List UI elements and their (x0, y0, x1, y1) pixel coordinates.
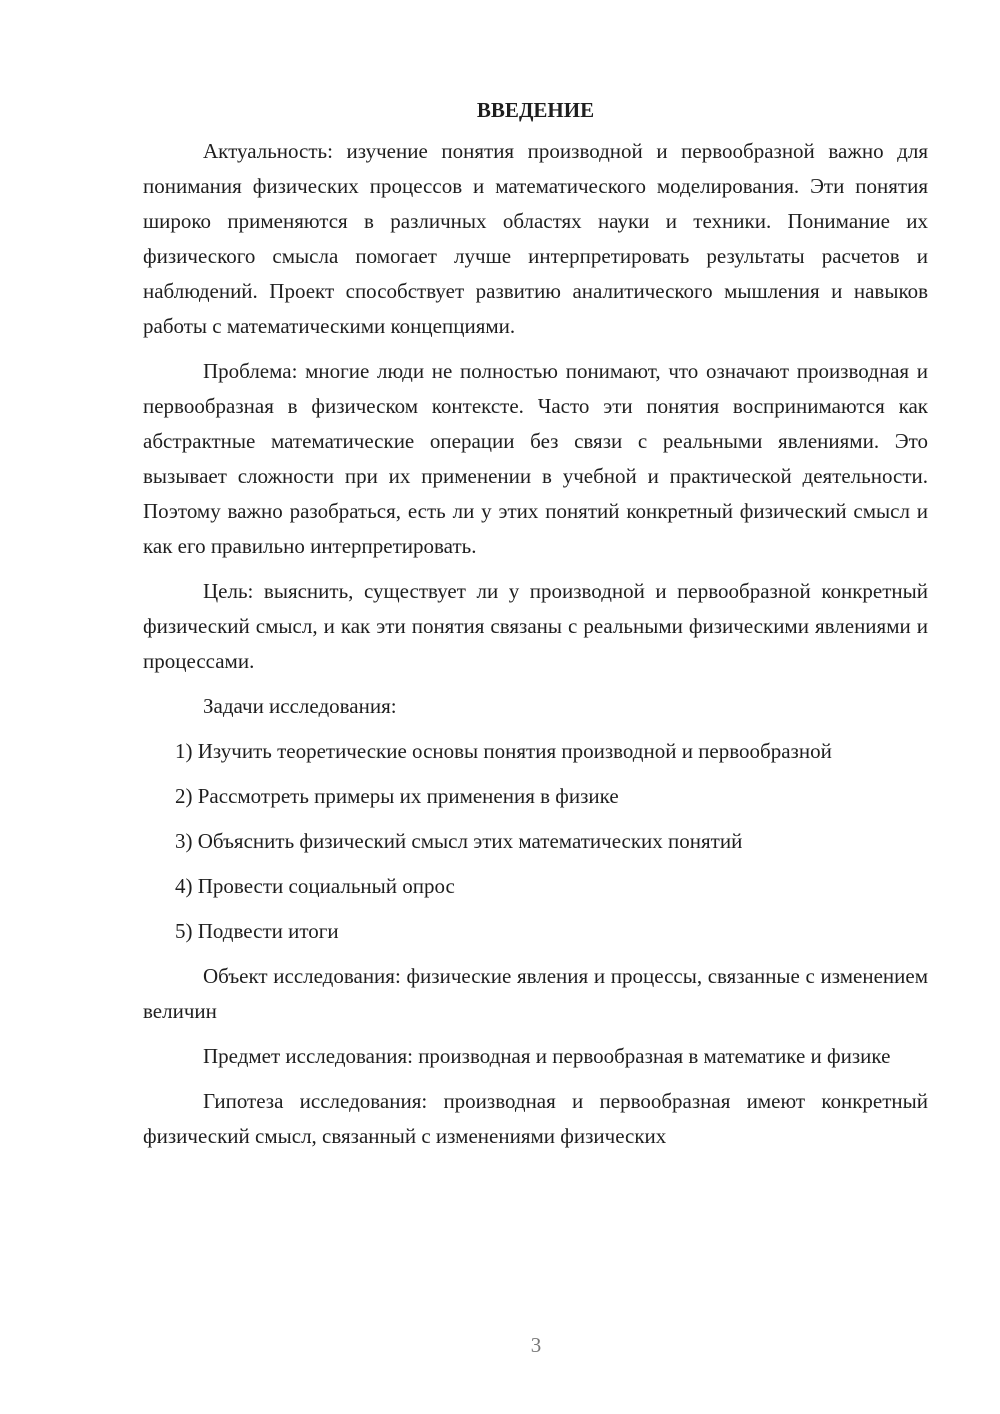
relevance-paragraph: Актуальность: изучение понятия производной и первообразной важно для понимания физических процессов и математического моделирования. Эти понятия широко применяются в различных областях науки и техники. Понимание их физического смысла помогает лучше интерпретировать результаты расчетов и наблюдений. Проект способствует развитию аналитического мышления и навыков работы с математическими концепциями. (143, 139, 928, 338)
task-item-5: 5) Подвести итоги (175, 919, 339, 943)
task-item-4: 4) Провести социальный опрос (175, 874, 455, 898)
task-item-1: 1) Изучить теоретические основы понятия производной и первообразной (175, 739, 832, 763)
page-number: 3 (530, 1333, 542, 1357)
tasks-title: Задачи исследования: (203, 694, 397, 718)
goal-paragraph: Цель: выяснить, существует ли у производной и первообразной конкретный физический смысл, и как эти понятия связаны с реальными физическими явлениями и процессами. (143, 579, 928, 673)
object-paragraph: Объект исследования: физические явления и процессы, связанные с изменением величин (143, 964, 928, 1023)
document-body (143, 93, 928, 1164)
page-title: ВВЕДЕНИЕ (476, 98, 595, 122)
task-item-2: 2) Рассмотреть примеры их применения в физике (175, 784, 619, 808)
task-item-3: 3) Объяснить физический смысл этих математических понятий (175, 829, 743, 853)
problem-paragraph: Проблема: многие люди не полностью понимают, что означают производная и первообразная в физическом контексте. Часто эти понятия воспринимаются как абстрактные математические операции без связи с реальными явлениями. Это вызывает сложности при их применении в учебной и практической деятельности. Поэтому важно разобраться, есть ли у этих понятий конкретный физический смысл и как его правильно интерпретировать. (143, 359, 928, 558)
subject-paragraph: Предмет исследования: производная и первообразная в математике и физике (203, 1044, 891, 1068)
hypothesis-paragraph: Гипотеза исследования: производная и первообразная имеют конкретный физический смысл, связанный с изменениями физических (143, 1089, 928, 1148)
